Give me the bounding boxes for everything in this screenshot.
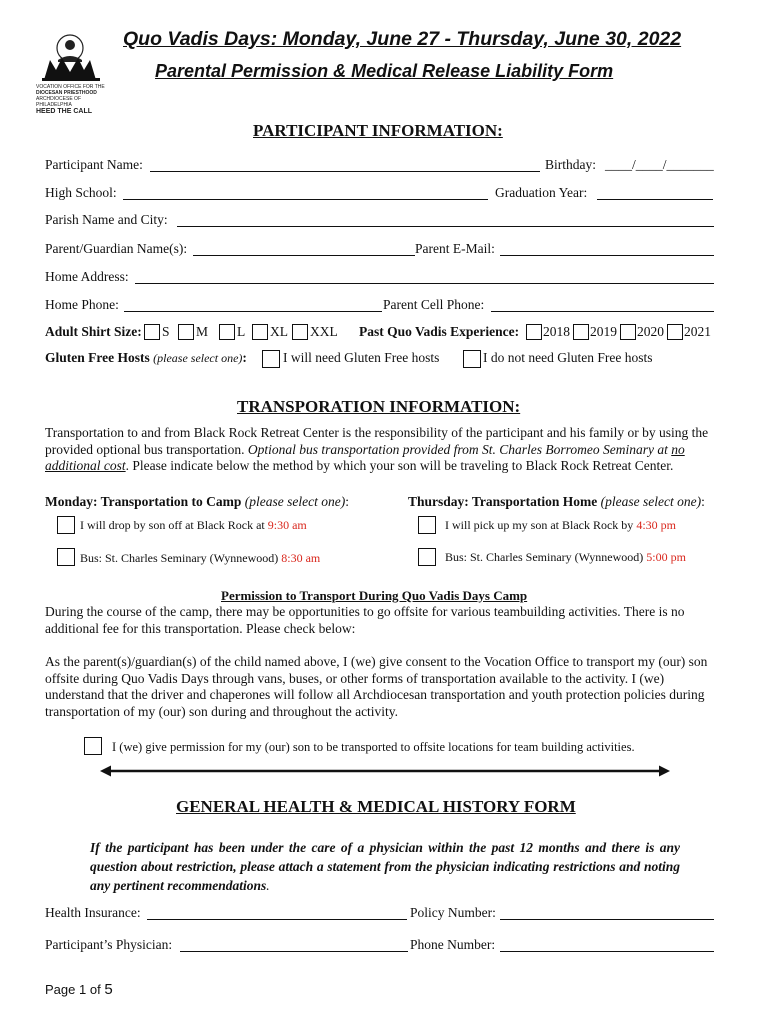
shirt-xl-label: XL: [270, 324, 288, 339]
past-2020-checkbox[interactable]: [620, 324, 636, 340]
gluten-no-need-label: I do not need Gluten Free hosts: [483, 350, 653, 365]
gluten-free-colon: :: [242, 350, 247, 365]
thursday-pick-up-time: 4:30 pm: [636, 518, 676, 532]
gluten-free-label: [45, 350, 247, 366]
health-insurance-label: Health Insurance:: [45, 905, 141, 920]
birthday-label: Birthday:: [545, 157, 596, 172]
monday-drop-off-checkbox[interactable]: [57, 516, 75, 534]
participant-heading: PARTICIPANT INFORMATION:: [253, 121, 503, 140]
transportation-intro-text: Transportation to and from Black Rock Retreat Center is the responsibility of the participant and his family or by using the provided optional bus transportation.: [45, 425, 709, 457]
physician-field[interactable]: [180, 951, 408, 952]
permission-paragraph-1: During the course of the camp, there may be opportunities to go offsite for various teambuilding activities. There is no additional fee for this transportation. Please check below:: [45, 604, 685, 636]
policy-number-field[interactable]: [500, 919, 714, 920]
past-2021-checkbox[interactable]: [667, 324, 683, 340]
permission-paragraph-2: As the parent(s)/guardian(s) of the child named above, I (we) give consent to the Vocation Office to transport my (our) son offsite during Quo Vadis Days through vans, buses, or other forms of transportation available to the activity. I (we) understand that the driver and chaperones will follow all Archdiocesan transportation and youth protection policies during transportation of my (our) son during and throughout the activity.: [45, 654, 708, 719]
monday-bus-label: [80, 551, 320, 566]
monday-drop-off-label: [80, 518, 307, 533]
parent-cell-field[interactable]: [491, 311, 714, 312]
physician-phone-field[interactable]: [500, 951, 714, 952]
parish-label: Parish Name and City:: [45, 212, 168, 227]
guardian-name-field[interactable]: [193, 255, 415, 256]
health-note-end: .: [266, 878, 270, 893]
shirt-xxl-checkbox[interactable]: [292, 324, 308, 340]
page-title: Quo Vadis Days: Monday, June 27 - Thursday, June 30, 2022: [123, 28, 682, 50]
parent-email-label: Parent E-Mail:: [415, 241, 495, 256]
monday-bus-checkbox[interactable]: [57, 548, 75, 566]
high-school-field[interactable]: [123, 199, 488, 200]
monday-bus-text: Bus: St. Charles Seminary (Wynnewood): [80, 551, 279, 565]
physician-phone-label: Phone Number:: [410, 937, 496, 952]
transportation-intro-underline: no additional cost: [45, 441, 685, 473]
gluten-free-title: Gluten Free Hosts: [45, 350, 150, 365]
parish-field[interactable]: [177, 226, 714, 227]
health-note: [90, 838, 680, 895]
monday-bus-time: 8:30 am: [281, 551, 321, 565]
transport-consent-checkbox[interactable]: [84, 737, 102, 755]
health-heading: GENERAL HEALTH & MEDICAL HISTORY FORM: [176, 797, 576, 816]
permission-heading: Permission to Transport During Quo Vadis Days Camp: [221, 588, 528, 603]
vocation-office-emblem-icon: [36, 30, 116, 82]
form-subtitle: Parental Permission & Medical Release Liability Form: [155, 61, 614, 81]
shirt-xl-checkbox[interactable]: [252, 324, 268, 340]
page-number: [45, 981, 113, 998]
page-prefix: Page: [45, 982, 76, 997]
health-insurance-field[interactable]: [147, 919, 407, 920]
thursday-transport-label: [408, 494, 705, 510]
transportation-intro: [45, 425, 717, 475]
monday-drop-off-time: 9:30 am: [267, 518, 307, 532]
home-phone-field[interactable]: [124, 311, 382, 312]
thursday-transport-title: Thursday: Transportation Home: [408, 494, 598, 509]
logo-line-2: DIOCESAN PRIESTHOOD: [36, 90, 97, 96]
graduation-year-field[interactable]: [597, 199, 713, 200]
thursday-transport-colon: :: [701, 494, 705, 509]
past-2020-label: 2020: [637, 324, 664, 339]
shirt-l-checkbox[interactable]: [219, 324, 235, 340]
thursday-bus-time: 5:00 pm: [646, 550, 686, 564]
policy-number-label: Policy Number:: [410, 905, 496, 920]
shirt-m-label: M: [196, 324, 209, 339]
home-address-label: Home Address:: [45, 269, 129, 284]
shirt-s-label: S: [162, 324, 170, 339]
home-phone-label: Home Phone:: [45, 297, 119, 312]
page-of: of: [89, 982, 101, 997]
birthday-field[interactable]: ____/____/_______: [605, 157, 714, 172]
monday-transport-hint: (please select one): [244, 494, 346, 509]
logo-line-3: ARCHDIOCESE OF PHILADELPHIA: [36, 96, 82, 108]
logo: [36, 30, 116, 116]
thursday-bus-text: Bus: St. Charles Seminary (Wynnewood): [445, 550, 644, 564]
home-address-field[interactable]: [135, 283, 714, 284]
past-2018-label: 2018: [543, 324, 570, 339]
transportation-intro-rest: . Please indicate below the method by which your son will be traveling to Black Rock Retreat Center.: [125, 458, 674, 473]
gluten-no-need-checkbox[interactable]: [463, 350, 481, 368]
thursday-pick-up-text: I will pick up my son at Black Rock by: [445, 518, 634, 532]
transport-consent-label: I (we) give permission for my (our) son to be transported to offsite locations for team building activities.: [112, 740, 635, 754]
physician-label: Participant’s Physician:: [45, 937, 173, 952]
guardian-name-label: Parent/Guardian Name(s):: [45, 241, 188, 256]
monday-transport-colon: :: [345, 494, 349, 509]
monday-transport-label: [45, 494, 349, 510]
gluten-need-checkbox[interactable]: [262, 350, 280, 368]
page-current: 1: [79, 982, 87, 997]
shirt-size-label: Adult Shirt Size:: [45, 324, 142, 339]
past-2018-checkbox[interactable]: [526, 324, 542, 340]
past-2019-checkbox[interactable]: [573, 324, 589, 340]
participant-name-label: Participant Name:: [45, 157, 143, 172]
double-arrow-divider-icon: [100, 764, 670, 778]
shirt-m-checkbox[interactable]: [178, 324, 194, 340]
parent-email-field[interactable]: [500, 255, 714, 256]
shirt-s-checkbox[interactable]: [144, 324, 160, 340]
monday-transport-title: Monday: Transportation to Camp: [45, 494, 242, 509]
past-2019-label: 2019: [590, 324, 617, 339]
gluten-free-hint: (please select one): [153, 351, 243, 365]
transportation-heading: TRANSPORATION INFORMATION:: [237, 397, 521, 416]
graduation-year-label: Graduation Year:: [495, 185, 588, 200]
logo-line-1: VOCATION OFFICE FOR THE: [36, 84, 105, 90]
past-experience-label: Past Quo Vadis Experience:: [359, 324, 520, 339]
thursday-bus-checkbox[interactable]: [418, 548, 436, 566]
thursday-pick-up-checkbox[interactable]: [418, 516, 436, 534]
shirt-l-label: L: [237, 324, 246, 339]
participant-name-field[interactable]: [150, 171, 540, 172]
thursday-pick-up-label: [445, 518, 676, 533]
monday-drop-off-text: I will drop by son off at Black Rock at: [80, 518, 265, 532]
shirt-xxl-label: XXL: [310, 324, 338, 339]
thursday-transport-hint: (please select one): [600, 494, 702, 509]
transportation-intro-italic: Optional bus transportation provided from St. Charles Borromeo Seminary at: [247, 441, 668, 457]
past-2021-label: 2021: [684, 324, 711, 339]
thursday-bus-label: [445, 550, 686, 565]
logo-tagline: HEED THE CALL: [36, 108, 92, 115]
parent-cell-label: Parent Cell Phone:: [383, 297, 485, 312]
page-total: 5: [104, 981, 113, 998]
health-note-text: If the participant has been under the care of a physician within the past 12 months and there is any question about restriction, please attach a statement from the physician indicating restrictions and noting any pertinent recommendations: [90, 840, 680, 893]
gluten-need-label: I will need Gluten Free hosts: [283, 350, 440, 365]
high-school-label: High School:: [45, 185, 117, 200]
